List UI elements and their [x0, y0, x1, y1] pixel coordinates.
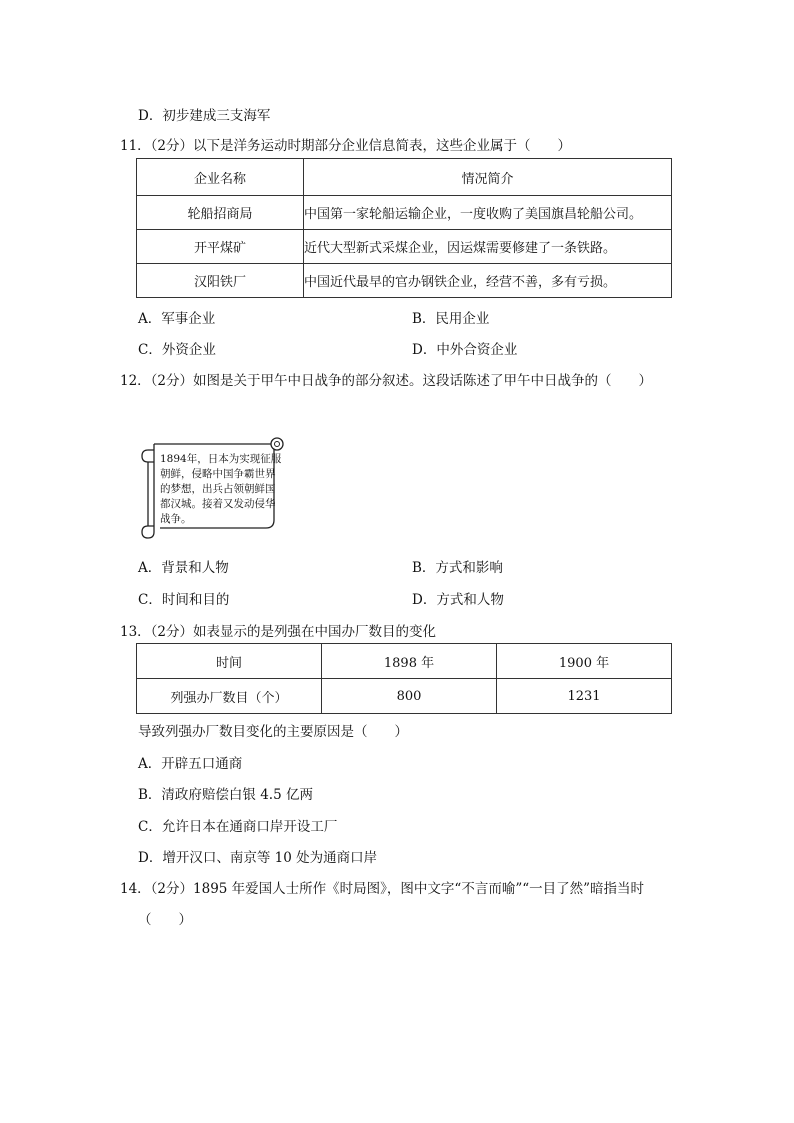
table-cell: 1231 [497, 679, 672, 714]
table-cell: 列强办厂数目（个） [137, 679, 322, 714]
table-row [137, 264, 672, 298]
table-cell: 中国第一家轮船运输企业，一度收购了美国旗昌轮船公司。 [304, 196, 672, 230]
answer-blank: （ ） [138, 912, 192, 928]
option-a[interactable]: A．开辟五口通商 [138, 756, 243, 772]
option-c[interactable]: C．外资企业 [138, 342, 216, 358]
option-d[interactable]: D．中外合资企业 [412, 342, 518, 358]
question-12-stem: 12．（2分）如图是关于甲午中日战争的部分叙述。这段话陈述了甲午中日战争的（ ） [120, 373, 653, 389]
option-d[interactable]: D．初步建成三支海军 [138, 108, 271, 124]
option-c[interactable]: C．允许日本在通商口岸开设工厂 [138, 819, 338, 835]
table-header-cell: 企业名称 [137, 159, 304, 196]
question-14-stem: 14．（2分）1895 年爱国人士所作《时局图》，图中文字“不言而喻”“一目了然”暗指当时 [120, 881, 645, 897]
table-header-cell: 1898 年 [322, 644, 497, 679]
table-header-cell: 情况简介 [304, 159, 672, 196]
table-cell: 800 [322, 679, 497, 714]
option-b[interactable]: B．清政府赔偿白银 4.5 亿两 [138, 787, 313, 803]
table-header-cell: 1900 年 [497, 644, 672, 679]
table-row [137, 679, 672, 714]
scroll-text: 1894年，日本为实现征服朝鲜，侵略中国争霸世界的梦想，出兵占领朝鲜国都汉城。接着又发动侵华战争。 [160, 453, 282, 525]
table-header-cell: 时间 [137, 644, 322, 679]
option-b[interactable]: B．民用企业 [412, 311, 490, 327]
table-cell: 汉阳铁厂 [137, 264, 304, 298]
question-13-stem: 13．（2分）如表显示的是列强在中国办厂数目的变化 [120, 624, 437, 640]
table-cell: 中国近代最早的官办钢铁企业，经营不善，多有亏损。 [304, 264, 672, 298]
option-a[interactable]: A．背景和人物 [138, 560, 229, 576]
table-header-row [137, 644, 672, 679]
option-a[interactable]: A．军事企业 [138, 311, 216, 327]
table-cell: 开平煤矿 [137, 230, 304, 264]
table-header-row [137, 159, 672, 196]
option-c[interactable]: C．时间和目的 [138, 592, 230, 608]
q13-factory-table [136, 643, 672, 714]
table-cell: 近代大型新式采煤企业，因运煤需要修建了一条铁路。 [304, 230, 672, 264]
table-row [137, 230, 672, 264]
option-d[interactable]: D．增开汉口、南京等 10 处为通商口岸 [138, 850, 378, 866]
table-cell: 轮船招商局 [137, 196, 304, 230]
option-b[interactable]: B．方式和影响 [412, 560, 503, 576]
option-d[interactable]: D．方式和人物 [412, 592, 504, 608]
table-row [137, 196, 672, 230]
question-11-stem: 11．（2分）以下是洋务运动时期部分企业信息简表，这些企业属于（ ） [120, 138, 572, 154]
question-13-followup: 导致列强办厂数目变化的主要原因是（ ） [138, 724, 408, 740]
q11-enterprise-table [136, 158, 672, 298]
